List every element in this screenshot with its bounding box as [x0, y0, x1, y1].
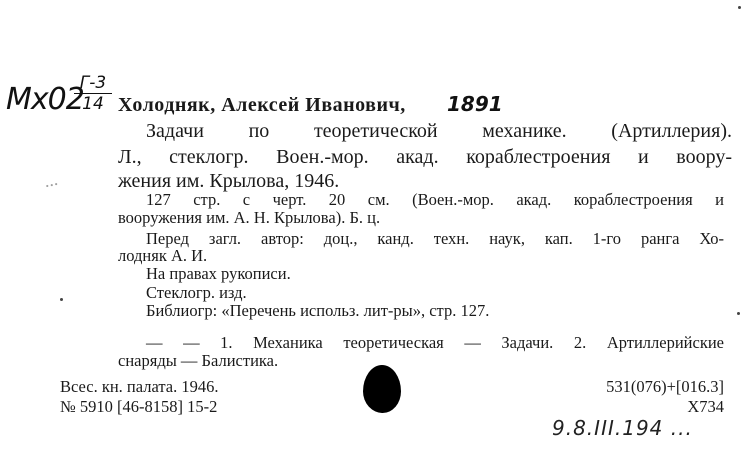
record-number: № 5910 [46-8158] 15-2	[60, 397, 218, 416]
title-line-2: Л., стеклогр. Воен.-мор. акад. кораблестроения и воору-	[118, 146, 732, 168]
subject-line-2: снаряды — Балистика.	[118, 351, 279, 370]
class-code: Х734	[687, 397, 724, 416]
title-line-1: Задачи по теоретической механике. (Артиллерия).	[146, 120, 732, 142]
publisher-line: Всес. кн. палата. 1946.	[60, 377, 219, 396]
note-line-3: На правах рукописи.	[146, 264, 291, 283]
note-line-5: Библиогр: «Перечень использ. лит-ры», стр. 127.	[146, 301, 490, 320]
speck-mark	[60, 298, 63, 301]
punch-hole	[363, 365, 401, 413]
author-heading: Холодняк, Алексей Иванович,	[118, 94, 406, 116]
title-line-3: жения им. Крылова, 1946.	[118, 170, 340, 192]
call-number-numerator: Г-3	[79, 73, 107, 93]
speck-mark	[737, 312, 740, 315]
note-line-2: лодняк А. И.	[118, 246, 208, 265]
call-number-prefix: Mx02	[6, 82, 84, 117]
speck-mark	[738, 6, 741, 9]
faint-stamp: ...	[41, 168, 60, 192]
note-line-1: Перед загл. автор: доц., канд. техн. наук, кап. 1-го ранга Хо-	[146, 229, 724, 248]
author-birth-year: 1891	[447, 92, 503, 116]
udc-code: 531(076)+[016.3]	[606, 377, 724, 396]
collation-line-2: вооружения им. А. Н. Крылова). Б. ц.	[118, 208, 381, 227]
note-line-4: Стеклогр. изд.	[146, 283, 247, 302]
subject-line-1: — — 1. Механика теоретическая — Задачи. 2. Артиллерийские	[146, 333, 724, 352]
handwritten-note: 9.8.III.194 ...	[552, 416, 693, 440]
call-number-denominator: 14	[82, 94, 104, 114]
collation-line-1: 127 стр. с черт. 20 см. (Воен.-мор. акад. кораблестроения и	[146, 190, 724, 209]
call-number-fraction	[74, 74, 112, 113]
